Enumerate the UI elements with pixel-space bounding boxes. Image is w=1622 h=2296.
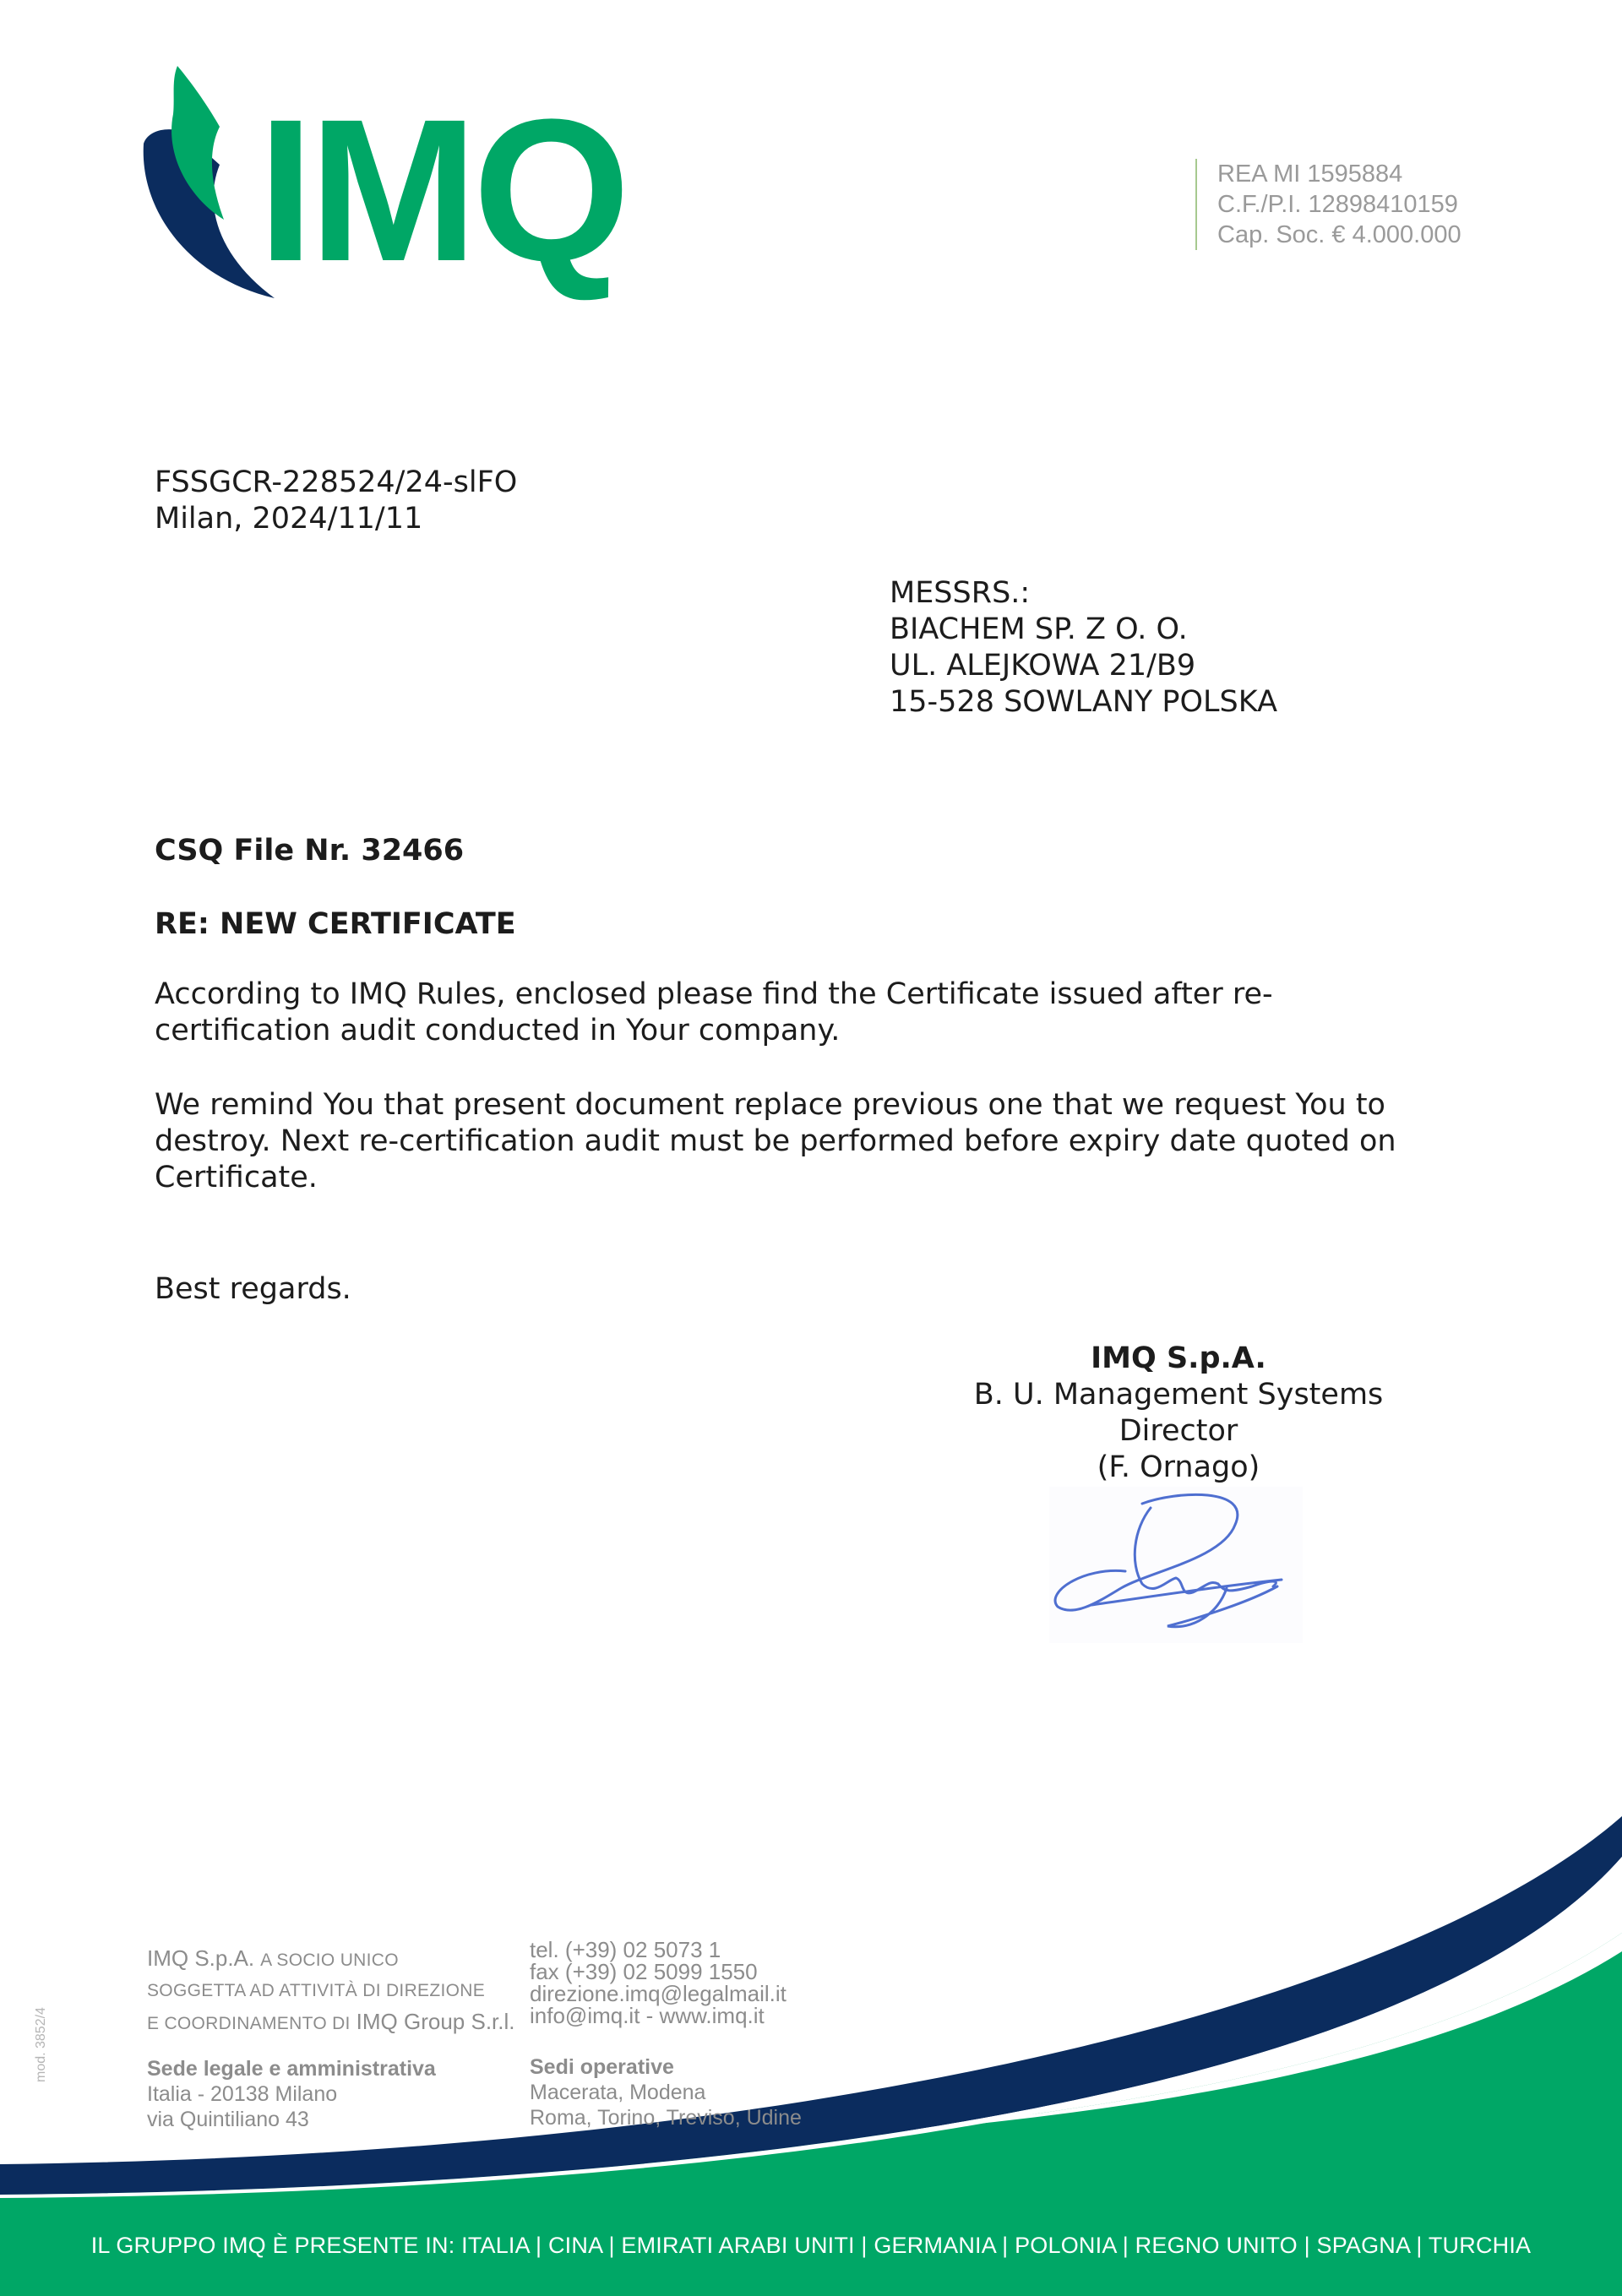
signatory-role: Director: [1119, 1414, 1238, 1448]
signatory-unit: B. U. Management Systems: [973, 1378, 1384, 1412]
footer-company-info: [147, 1943, 514, 2039]
footer-contacts: [530, 1939, 787, 2027]
footer-company-group: IMQ Group S.r.l.: [356, 2009, 515, 2034]
footer-company-line3-prefix: E COORDINAMENTO DI: [147, 2014, 351, 2033]
imq-logo: [139, 63, 626, 303]
logo-wordmark: IMQ: [258, 77, 626, 303]
tax-id: C.F./P.I. 12898410159: [1217, 191, 1458, 218]
letter-subject: RE: NEW CERTIFICATE: [155, 907, 516, 941]
recipient-name: BIACHEM SP. Z O. O.: [890, 612, 1188, 646]
sede-legale-line1: Italia - 20138 Milano: [147, 2082, 338, 2106]
company-registry: [1195, 159, 1461, 250]
sede-legale-title: Sede legale e amministrativa: [147, 2057, 436, 2081]
signature-block: [946, 1341, 1411, 1486]
signatory-name: (F. Ornago): [1097, 1450, 1260, 1484]
share-capital: Cap. Soc. € 4.000.000: [1217, 221, 1461, 248]
letter-reference: [155, 465, 517, 537]
signature-icon: [1049, 1487, 1303, 1643]
footer-fax: fax (+39) 02 5099 1550: [530, 1959, 758, 1984]
recipient-city: 15-528 SOWLANY POLSKA: [890, 685, 1278, 719]
footer-company-suffix: A SOCIO UNICO: [260, 1951, 399, 1970]
sedi-operative-title: Sedi operative: [530, 2055, 674, 2079]
recipient-street: UL. ALEJKOWA 21/B9: [890, 649, 1196, 683]
footer-web: info@imq.it - www.imq.it: [530, 2003, 765, 2028]
footer-tel: tel. (+39) 02 5073 1: [530, 1937, 721, 1962]
recipient-address: [890, 575, 1277, 721]
footer-sede-legale: [147, 2056, 436, 2132]
footer-pec: direzione.imq@legalmail.it: [530, 1981, 787, 2006]
sedi-operative-line1: Macerata, Modena: [530, 2081, 706, 2104]
closing: Best regards.: [155, 1272, 351, 1306]
rea-number: REA MI 1595884: [1217, 161, 1403, 188]
reference-code: FSSGCR-228524/24-slFO: [155, 465, 518, 499]
group-presence-banner: IL GRUPPO IMQ È PRESENTE IN: ITALIA | CINA | EMIRATI ARABI UNITI | GERMANIA | POLONIA | REGNO UNITO | SPAGNA | TURCHIA: [90, 2233, 1532, 2258]
signatory-company: IMQ S.p.A.: [1091, 1341, 1266, 1375]
handwritten-signature: [1049, 1487, 1303, 1643]
form-model-number: mod. 3852/4: [34, 2007, 48, 2082]
recipient-label: MESSRS.:: [890, 576, 1031, 610]
footer-sedi-operative: [530, 2054, 802, 2130]
body-paragraph-2: We remind You that present document replace previous one that we request You to destroy. Next re-certification audit must be performed before expiry date quoted on Certificate.: [155, 1088, 1396, 1194]
sede-legale-line2: via Quintiliano 43: [147, 2108, 309, 2131]
body-paragraph-1: According to IMQ Rules, enclosed please find the Certificate issued after re-certification audit conducted in Your company.: [155, 977, 1273, 1047]
file-number: CSQ File Nr. 32466: [155, 834, 465, 868]
footer-company-name: IMQ S.p.A.: [147, 1945, 255, 1971]
place-date: Milan, 2024/11/11: [155, 502, 423, 536]
sedi-operative-line2: Roma, Torino, Treviso, Udine: [530, 2106, 802, 2130]
footer-company-line2: SOGGETTA AD ATTIVITÀ DI DIREZIONE: [147, 1981, 486, 2000]
